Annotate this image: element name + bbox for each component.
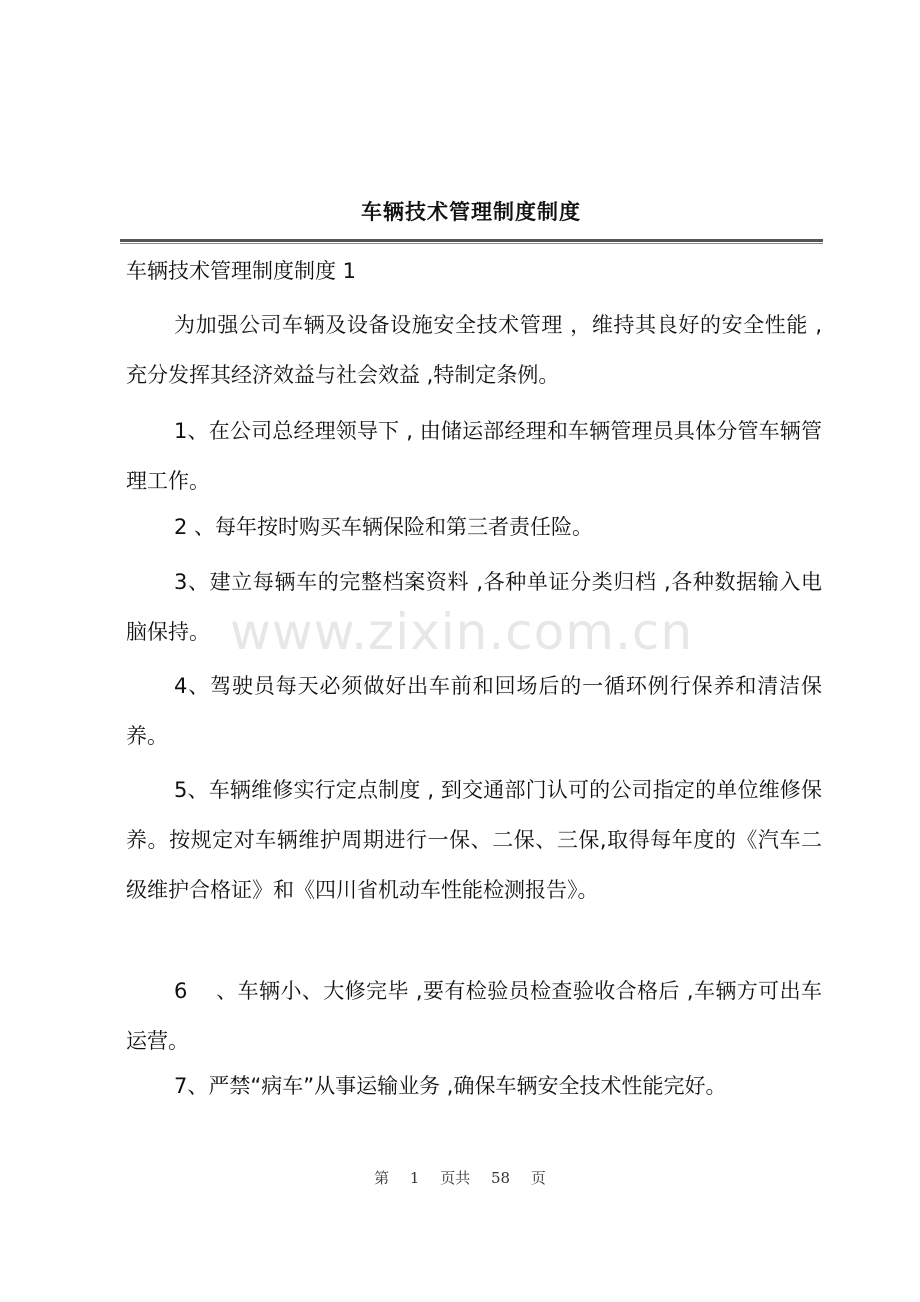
paragraph-item-5: 5、车辆维修实行定点制度 , 到交通部门认可的公司指定的单位维修保养。按规定对车辆维护周期进行一保、二保、三保,取得每年度的《汽车二级维护合格证》和《四川省机动车性能检测报告》。: [126, 778, 822, 902]
paragraph-item-6: 6 、车辆小、大修完毕 ,要有检验员检查验收合格后 ,车辆方可出车运营。: [126, 979, 822, 1053]
footer-label-ye-gong: 页共: [440, 1169, 471, 1187]
footer-label-ye: 页: [530, 1169, 546, 1187]
footer-total-pages: 58: [491, 1169, 511, 1187]
title-divider-thin: [120, 243, 823, 244]
title-divider-thick: [120, 239, 823, 242]
document-title: 车辆技术管理制度制度: [361, 200, 581, 224]
watermark-text: www.zixin.com.cn: [230, 603, 694, 661]
footer-label-di: 第: [374, 1169, 390, 1187]
paragraph-item-7: 7、严禁“病车”从事运输业务 ,确保车辆安全技术性能完好。: [174, 1074, 727, 1098]
paragraph-item-2: 2 、每年按时购买车辆保险和第三者责任险。: [174, 515, 594, 539]
paragraph-item-1: 1、在公司总经理领导下 , 由储运部经理和车辆管理员具体分管车辆管理工作。: [126, 419, 822, 493]
paragraph-item-4: 4、驾驶员每天必须做好出车前和回场后的一循环例行保养和清洁保养。: [126, 674, 822, 748]
section-heading: 车辆技术管理制度制度 1: [126, 259, 357, 283]
paragraph-intro: 为加强公司车辆及设备设施安全技术管理 ，维持其良好的安全性能 ,充分发挥其经济效益与社会效益 ,特制定条例。: [126, 313, 822, 387]
page-footer: [0, 1167, 920, 1188]
paragraph-item-3: 3、建立每辆车的完整档案资料 ,各种单证分类归档 ,各种数据输入电脑保持。: [126, 570, 822, 644]
footer-page-number: 1: [409, 1169, 420, 1187]
